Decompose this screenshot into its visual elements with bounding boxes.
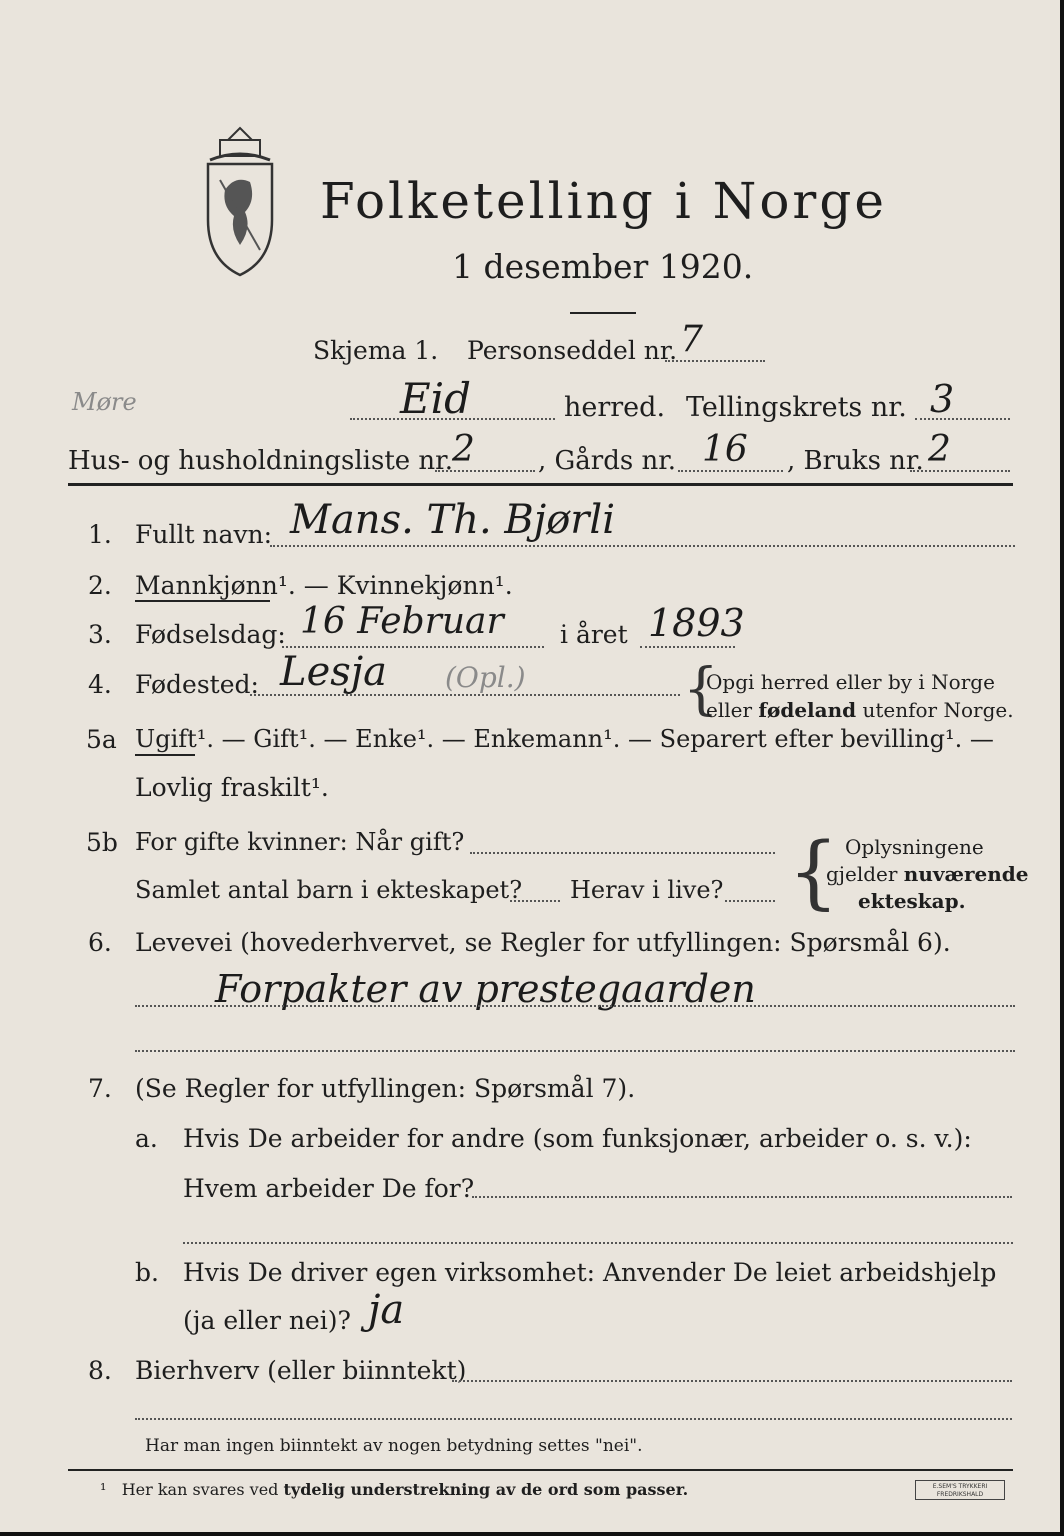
q4-brace: { [683, 657, 719, 722]
footnote: ¹ Her kan svares ved tydelig understrekning av de ord som passer. [100, 1480, 689, 1499]
q5b-alive-label: Herav i live? [570, 876, 724, 904]
q7b-letter: b. [135, 1258, 159, 1287]
gender-options[interactable]: Mannkjønn¹. — Kvinnekjønn¹. [135, 571, 513, 600]
employer-field-line [472, 1196, 1012, 1198]
q5b-note-3: ekteskap. [858, 889, 966, 913]
coat-of-arms-icon [190, 120, 290, 280]
q5b-note-2: gjelder nuværende [826, 862, 1029, 886]
herred-value[interactable]: Eid [400, 374, 471, 423]
q1-field-line [270, 545, 1015, 547]
tellingskrets-field-line [915, 418, 1010, 420]
q5b-note-1: Oplysningene [845, 835, 984, 859]
side-income-field-line [452, 1380, 1012, 1382]
footer-note: Har man ingen biinntekt av nogen betydning settes "nei". [145, 1436, 643, 1456]
marital-status-options[interactable]: Ugift¹. — Gift¹. — Enke¹. — Enkemann¹. — Separert efter bevilling¹. — [135, 725, 994, 753]
q7a-extra-line [183, 1242, 1013, 1244]
bruks-label: , Bruks nr. [787, 446, 924, 476]
q5b-brace: { [788, 825, 839, 918]
gender-underline [135, 600, 270, 602]
q3-label: Fødselsdag: [135, 620, 286, 649]
birth-year-value[interactable]: 1893 [648, 601, 745, 645]
title-divider [570, 312, 636, 314]
q8-number: 8. [88, 1356, 112, 1385]
alive-field-line [725, 900, 775, 902]
gards-value[interactable]: 16 [702, 429, 748, 470]
form-title: Folketelling i Norge [320, 172, 887, 230]
q8-label: Bierhverv (eller biinntekt) [135, 1356, 467, 1385]
occupation-value[interactable]: Forpakter av prestegaarden [215, 967, 756, 1011]
q4-field-line [250, 694, 680, 696]
skjema-label: Skjema 1. [313, 336, 439, 365]
q1-number: 1. [88, 520, 112, 549]
children-field-line [510, 900, 560, 902]
tellingskrets-label: Tellingskrets nr. [686, 392, 907, 423]
marital-status-divorced[interactable]: Lovlig fraskilt¹. [135, 773, 329, 802]
q7b-line-2: (ja eller nei)? [183, 1306, 351, 1335]
q4-label: Fødested: [135, 670, 259, 699]
q5a-number: 5a [86, 725, 117, 754]
q1-label: Fullt navn: [135, 520, 273, 549]
herred-field-line [350, 418, 555, 420]
birthdate-value[interactable]: 16 Februar [300, 601, 504, 642]
personseddel-label: Personseddel nr. [467, 336, 678, 365]
tellingskrets-value[interactable]: 3 [930, 377, 955, 421]
q8-extra-line [135, 1418, 1012, 1420]
printer-stamp: E.SEM'S TRYKKERI FREDRIKSHALD [915, 1480, 1005, 1500]
q4-number: 4. [88, 670, 112, 699]
header-rule [68, 483, 1013, 486]
q4-hint-1: Opgi herred eller by i Norge [706, 670, 995, 694]
q6-field-line-1 [135, 1005, 1015, 1007]
q7a-letter: a. [135, 1124, 158, 1153]
q5b-line-1: For gifte kvinner: Når gift? [135, 828, 465, 856]
hired-help-value[interactable]: ja [368, 1287, 405, 1333]
gards-label: , Gårds nr. [538, 446, 677, 476]
q5b-number: 5b [86, 828, 118, 857]
hus-field-line [435, 470, 535, 472]
year-label: i året [560, 620, 628, 649]
census-date: 1 desember 1920. [452, 247, 754, 286]
year-field-line [640, 646, 735, 648]
q2-number: 2. [88, 571, 112, 600]
personseddel-field-line [665, 360, 765, 362]
q7a-line-1: Hvis De arbeider for andre (som funksjonær, arbeider o. s. v.): [183, 1124, 972, 1153]
gards-field-line [678, 470, 783, 472]
when-married-field-line [470, 852, 775, 854]
personseddel-value[interactable]: 7 [680, 319, 703, 360]
hus-value[interactable]: 2 [452, 429, 475, 470]
marital-underline [135, 754, 195, 756]
q3-number: 3. [88, 620, 112, 649]
birthplace-value[interactable]: Lesja [280, 649, 388, 695]
q7a-line-2: Hvem arbeider De for? [183, 1174, 475, 1203]
q6-field-line-2 [135, 1050, 1015, 1052]
footer-rule [68, 1469, 1013, 1471]
q7-number: 7. [88, 1074, 112, 1103]
q4-hint-2: eller fødeland utenfor Norge. [706, 698, 1014, 722]
bruks-field-line [910, 470, 1010, 472]
bruks-value[interactable]: 2 [928, 429, 951, 470]
q6-label: Levevei (hovederhvervet, se Regler for utfyllingen: Spørsmål 6). [135, 928, 951, 957]
hus-label: Hus- og husholdningsliste nr. [68, 446, 454, 476]
herred-label: herred. [564, 392, 666, 423]
q5b-children-label: Samlet antal barn i ekteskapet? [135, 876, 523, 904]
q7-label: (Se Regler for utfyllingen: Spørsmål 7). [135, 1074, 636, 1103]
q6-number: 6. [88, 928, 112, 957]
q7b-line-1: Hvis De driver egen virksomhet: Anvender De leiet arbeidshjelp [183, 1258, 997, 1287]
q3-field-line [282, 646, 544, 648]
full-name-value[interactable]: Mans. Th. Bjørli [290, 497, 615, 543]
county-note: Møre [72, 388, 137, 416]
birthplace-note: (Opl.) [445, 661, 526, 694]
